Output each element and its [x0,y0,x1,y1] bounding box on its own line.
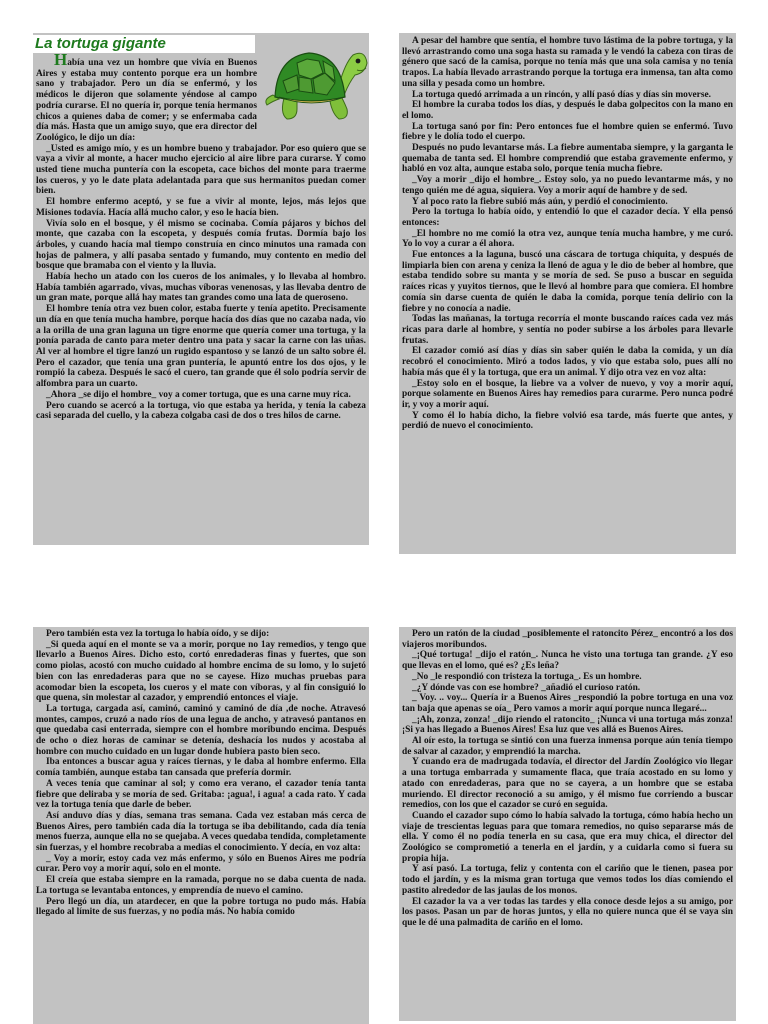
paragraph: Y al poco rato la fiebre subió más aún, y perdió el conocimiento. [412,196,668,207]
paragraph: Pero también esta vez la tortuga lo había oído, y se dijo: [46,629,270,639]
paragraph: _No _le respondió con tristeza la tortuga_. Es un hombre. [412,671,642,682]
page-4 [399,627,736,1021]
paragraph: A pesar del hambre que sentía, el hombre tuvo lástima de la pobre tortuga, y la llevó arrastrando como una soga hasta su ramada y le vendó la cabeza con tiras de género que sacó de la camisa, porque no tenía más que una sola camisa y no tenía trapos. La había llevado arrastrando porque la tortuga era inmensa, tan alta como una silla y pesada como un hombre. [402,36,733,89]
paragraph: A veces tenía que caminar al sol; y como era verano, el cazador tenía tanta fiebre que deliraba y se moría de sed. Gritaba: ¡agua!, i agua! a cada rato. Y cada vez la tortuga tenía que darle de beber. [36,778,366,811]
paragraph: La tortuga, cargada así, caminó, caminó y caminó de día ,de noche. Atravesó montes, campos, cruzó a nado ríos de una legua de ancho, y atravesó pantanos en que quedaba casi enterrada, siempre con el hombre moribundo encima. Después de ocho o diez horas de caminar se detenía, deshacía los nudos y acostaba al hombre con mucho cuidado en un lugar donde hubiera pasto bien seco. [36,703,366,757]
paragraph: _ Voy a morir, estoy cada vez más enfermo, y sólo en Buenos Aires me podría curar. Pero voy a morir aquí, solo en el monte. [36,853,366,875]
paragraph: _¡Qué tortuga! _dijo el ratón_. Nunca he visto una tortuga tan grande. ¿Y eso que llevas en el lomo, qué es? ¿Es leña? [402,650,733,672]
paragraph: La tortuga sanó por fin: Pero entonces fue el hombre quien se enfermó. Tuvo fiebre y le dolía todo el cuerpo. [402,121,733,143]
story-title: La tortuga gigante [33,35,255,53]
paragraph: _¡Ah, zonza, zonza! _dijo riendo el ratoncito_ ¡Nunca vi una tortuga más zonza! ¡Si ya has llegado a Buenos Aires! Esa luz que ves allá es Buenos Aires. [402,714,733,736]
paragraph: _ Voy. .. voy... Quería ir a Buenos Aires _respondió la pobre tortuga en una voz tan baja que apenas se oía_ Pero vamos a morir aquí porque nunca llegaré... [402,693,733,714]
paragraph: El hombre tenía otra vez buen color, estaba fuerte y tenía apetito. Precisamente un día en que tenía mucha hambre, porque hacía dos días que no cazaba nada, vio a la orilla de una gran laguna un tigre enorme que quería comer una tortuga, y la ponía parada de canto para meter dentro una pata y sacar la carne con las uñas. Al ver al hombre el tigre lanzó un rugido espantoso y se lanzó de un salto sobre él. Pero el cazador, que tenía una gran puntería, le apuntó entre los dos ojos, y le rompió la cabeza. Después le sacó el cuero, tan grande que él solo podría servir de alfombra para un cuarto. [36,304,366,390]
page-1 [33,33,369,545]
paragraph: Después no pudo levantarse más. La fiebre aumentaba siempre, y la garganta le quemaba de tanta sed. El hombre comprendió que estaba gravemente enfermo, y habló en voz alta, aunque estaba solo, porque tenía mucha fiebre. [402,143,733,175]
paragraph: Cuando el cazador supo cómo lo había salvado la tortuga, cómo había hecho un viaje de trescientas leguas para que tomara remedios, no quiso separarse más de ella. Y como él no podía tenerla en su casa, que era muy chica, el director del Zoológico se comprometió a tenerla en el jardín, y a cuidarla como si fuera su propia hija. [402,810,733,864]
paragraph: _Usted es amigo mío, y es un hombre bueno y trabajador. Por eso quiero que se vaya a vivir al monte, a hacer mucho ejercicio al aire libre para curarse. Y como usted tiene mucha puntería con la escopeta, cace bichos del monte para traerme los cueros, y yo le date plata adelantada para que sus hermanitos puedan comer bien. [36,143,366,197]
paragraph: El hombre enfermo aceptó, y se fue a vivir al monte, lejos, más lejos que Misiones todavía. Hacía allá mucho calor, y eso le hacía bien. [36,197,366,218]
paragraph: El cazador la va a ver todas las tardes y ella conoce desde lejos a su amigo, por los pasos. Pasan un par de horas juntos, y ella no quiere nunca que él se vaya sin que le dé una palmadita de cariño en el lomo. [402,896,733,928]
paragraph: Y así pasó. La tortuga, feliz y contenta con el cariño que le tienen, pasea por todo el jardín, y es la misma gran tortuga que vemos todos los días comiendo el pastito alrededor de las jaulas de los monos. [402,864,733,896]
page-3 [33,627,369,1024]
paragraph: La tortuga quedó arrimada a un rincón, y allí pasó días y días sin moverse. [412,89,711,100]
paragraph: Pero un ratón de la ciudad _posiblemente el ratoncito Pérez_ encontró a los dos viajeros moribundos. [402,629,733,650]
paragraph: _Ahora _se dijo el hombre_ voy a comer tortuga, que es una carne muy rica. [46,389,351,400]
paragraph: _Estoy solo en el bosque, la liebre va a volver de nuevo, y voy a morir aquí, porque solamente en Buenos Aires hay remedios para curarme. Pero nunca podré ir, y voy a morir aquí. [402,378,733,410]
drop-cap: H [54,50,68,69]
paragraph: Iba entonces a buscar agua y raíces tiernas, y le daba al hombre enfermo. Ella comía también, aunque estaba tan cansada que prefería dormir. [36,757,366,779]
paragraph: Había hecho un atado con los cueros de los animales, y lo llevaba al hombro. Había también agarrado, vivas, muchas víboras venenosas, y las llevaba dentro de un gran mate, porque allá hay mates tan grandes como una lata de queroseno. [36,272,366,304]
paragraph: _Voy a morir _dijo el hombre_. Estoy solo, ya no puedo levantarme más, y no tengo quién me dé agua, siquiera. Voy a morir aquí de hambre y de sed. [402,175,733,196]
paragraph: Al oír esto, la tortuga se sintió con una fuerza inmensa porque aún tenía tiempo de salvar al cazador, y emprendió la marcha. [402,736,733,757]
paragraph: Fue entonces a la laguna, buscó una cáscara de tortuga chiquita, y después de limpiarla bien con arena y ceniza la llenó de agua y le dio de beber al hombre, que estaba tendido sobre su manta y se moría de sed. Se puso a buscar en seguida raíces ricas y yuyitos tiernos, que le llevó al hombre para que comiera. El hombre comía sin darse cuenta de quién le daba la comida, porque tenía delirio con la fiebre y no conocía a nadie. [402,250,733,314]
paragraph: Así anduvo días y días, semana tras semana. Cada vez estaban más cerca de Buenos Aires, pero también cada día la tortuga se iba debilitando, cada día tenía menos fuerza, aunque ella no se quejaba. A veces quedaba tendida, completamente sin fuerzas, y el hombre recobraba a medias el conocimiento. Y decía, en voz alta: [36,810,366,854]
paragraph: Todas las mañanas, la tortuga recorría el monte buscando raíces cada vez más ricas para darle al hombre, y sentía no poder subirse a los árboles para llevarle frutas. [402,314,733,346]
paragraph: _El hombre no me comió la otra vez, aunque tenía mucha hambre, y me curó. Yo lo voy a curar a él ahora. [402,228,733,250]
paragraph: Pero la tortuga lo había oído, y entendió lo que el cazador decía. Y ella pensó entonces: [402,207,733,228]
paragraph: _¿Y dónde vas con ese hombre? _añadió el curioso ratón. [412,682,641,693]
page-2 [399,33,736,554]
paragraph: El creía que estaba siempre en la ramada, porque no se daba cuenta de nada. La tortuga se levantaba entonces, y emprendía de nuevo el camino. [36,875,366,896]
paragraph: Había una vez un hombre que vivía en Buenos Aires y estaba muy contento porque era un hombre sano y trabajador. Pero un día se enfermó, y los médicos le dijeron que solamente yéndose al campo podría curarse. El no quería ir, porque tenía hermanos chicos a quienes daba de comer; y se enfermaba cada día más. Hasta que un amigo suyo, que era director del Zoológico, le dijo un día: [36,50,257,143]
paragraph: El cazador comió así días y días sin saber quién le daba la comida, y un día recobró el conocimiento. Miró a todos lados, y vio que estaba solo, pues allí no había más que él y la tortuga, que era un animal. Y dijo otra vez en voz alta: [402,346,733,378]
paragraph: Pero llegó un día, un atardecer, en que la pobre tortuga no pudo más. Había llegado al límite de sus fuerzas, y no podía más. No había comido [36,896,366,918]
paragraph: _Si queda aquí en el monte se va a morir, porque no 1ay remedios, y tengo que llevarlo a Buenos Aires. Dicho esto, cortó enredaderas finas y fuertes, que son como piolas, acostó con mucho cuidado al hombre encima de su lomo, y lo sujetó bien con las enredaderas para que no se cayese. Hizo muchas pruebas para acomodar bien la escopeta, los cueros y el mate con víboras, y al fin consiguió lo que quena, sin molestar al cazador, y emprendió entonces el viaje. [36,639,366,704]
paragraph: Y cuando era de madrugada todavía, el director del Jardín Zoológico vio llegar a una tortuga embarrada y sumamente flaca, que traía acostado en su lomo y atado con enredaderas, para que no se cayera, a un hombre que se estaba muriendo. El director reconoció a su amigo, y él mismo fue corriendo a buscar remedios, con los que el cazador se curó en seguida. [402,757,733,811]
paragraph: El hombre la curaba todos los días, y después le daba golpecitos con la mano en el lomo. [402,100,733,121]
paragraph: Y como él lo había dicho, la fiebre volvió esa tarde, más fuerte que antes, y perdió de nuevo el conocimiento. [402,410,733,432]
paragraph: Vivía solo en el bosque, y él mismo se cocinaba. Comía pájaros y bichos del monte, que cazaba con la escopeta, y después comía frutas. Dormía bajo los árboles, y cuando hacía mal tiempo construía en cinco minutos una ramada con hojas de palmera, y allí pasaba sentado y fumando, muy contento en medio del bosque que bramaba con el viento y la lluvia. [36,218,366,272]
turtle-illustration [261,33,369,125]
paragraph: Pero cuando se acercó a la tortuga, vio que estaba ya herida, y tenía la cabeza casi separada del cuello, y la cabeza colgaba casi de dos o tres hilos de carne. [36,400,366,422]
